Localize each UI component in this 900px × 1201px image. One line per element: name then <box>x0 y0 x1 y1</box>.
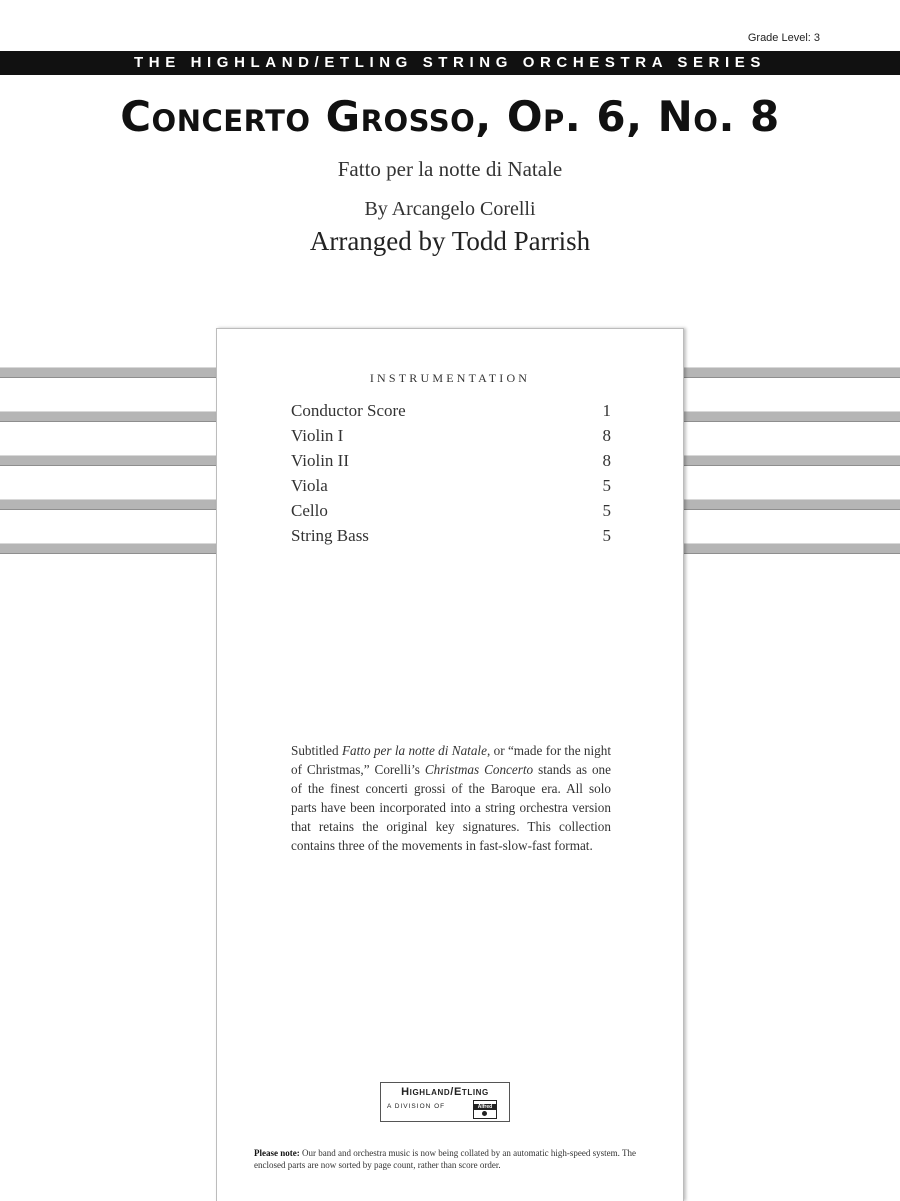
collation-note <box>254 1147 649 1171</box>
instrument-row <box>291 476 611 501</box>
description-paragraph <box>291 741 611 855</box>
instrument-name: Conductor Score <box>291 401 406 420</box>
description-italic-title: Christmas Concerto <box>424 762 534 777</box>
note-label: Please note: <box>254 1148 300 1158</box>
alfred-logo-icon <box>473 1100 497 1119</box>
instrument-name: Violin I <box>291 426 344 445</box>
description-text: stands as one of the finest concerti grossi of the Baroque era. All solo parts have been incorporated into a string orchestra version that retains the original key signatures. This collection contains three of the movements in fast-slow-fast format. <box>291 762 611 853</box>
note-text: Our band and orchestra music is now being collated by an automatic high-speed system. The enclosed parts are now sorted by page count, rather than score order. <box>254 1148 636 1170</box>
instrument-count: 5 <box>602 526 611 545</box>
instrument-count: 5 <box>602 476 611 495</box>
instrument-name: Viola <box>291 476 328 495</box>
publisher-logo <box>380 1082 510 1122</box>
page-title: Concerto Grosso, Op. 6, No. 8 <box>120 92 780 141</box>
instrument-name: Violin II <box>291 451 349 470</box>
alfred-logo-dot <box>482 1111 487 1116</box>
instrumentation-heading: INSTRUMENTATION <box>369 371 531 385</box>
instrument-row <box>291 526 611 551</box>
series-banner: THE HIGHLAND/ETLING STRING ORCHESTRA SERIES <box>0 51 900 75</box>
instrument-count: 8 <box>602 451 611 470</box>
instrument-row <box>291 501 611 526</box>
composer: By Arcangelo Corelli <box>364 198 536 220</box>
instrument-row <box>291 426 611 451</box>
description-text: , or “made for the night of Christmas,” Corelli’s <box>291 743 612 777</box>
instrument-count: 1 <box>602 401 611 420</box>
instrument-count: 8 <box>602 426 611 445</box>
alfred-logo-text: Alfred <box>474 1104 496 1110</box>
grade-level: Grade Level: 3 <box>747 32 820 44</box>
instrument-row <box>291 451 611 476</box>
instrument-row <box>291 401 611 426</box>
info-panel <box>216 328 684 1201</box>
instrument-name: String Bass <box>291 526 369 545</box>
arranger: Arranged by Todd Parrish <box>309 226 591 256</box>
subtitle: Fatto per la notte di Natale <box>337 157 563 181</box>
instrumentation-list <box>291 401 611 551</box>
publisher-division: A DIVISION OF <box>387 1103 446 1110</box>
publisher-name: Highland/Etling <box>401 1086 489 1098</box>
instrument-name: Cello <box>291 501 328 520</box>
description-text: Subtitled <box>291 743 342 758</box>
instrument-count: 5 <box>602 501 611 520</box>
description-italic-subtitle: Fatto per la notte di Natale <box>341 743 487 758</box>
